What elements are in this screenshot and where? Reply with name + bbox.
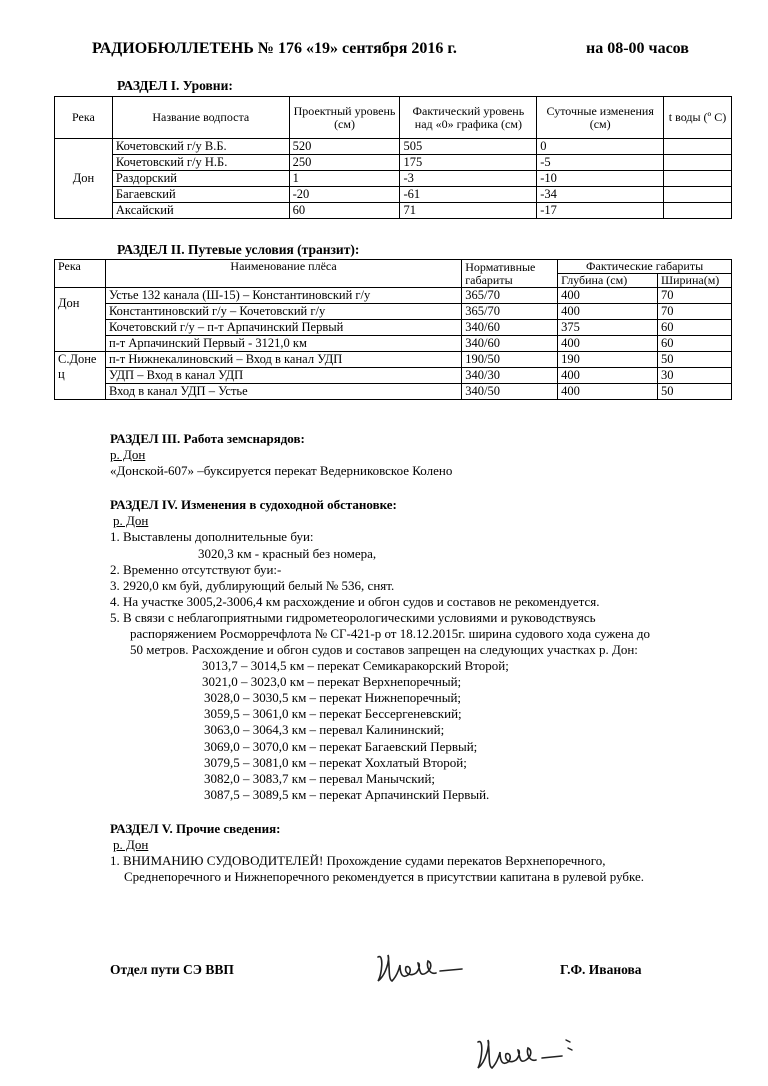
- norm-dims: 365/70: [462, 304, 558, 320]
- section5-item1-line1: 1. ВНИМАНИЮ СУДОВОДИТЕЛЕЙ! Прохождение судами перекатов Верхнепоречного,: [110, 853, 606, 868]
- list-item: 3069,0 – 3070,0 км – перекат Багаевский Первый;: [204, 739, 478, 754]
- actual-level: 71: [400, 203, 537, 219]
- project-level: 1: [289, 171, 400, 187]
- actual-width: 70: [658, 304, 732, 320]
- section3-dredger-line: «Донской-607» –буксируется перекат Ведерниковское Колено: [110, 463, 453, 478]
- bulletin-title: [92, 40, 689, 58]
- col-stretch: Наименование плёса: [105, 260, 461, 288]
- section4-item1-detail: 3020,3 км - красный без номера,: [198, 546, 377, 561]
- daily-change: -17: [537, 203, 664, 219]
- transit-table: [54, 259, 732, 400]
- section4-heading: РАЗДЕЛ IV. Изменения в судоходной обстановке:: [110, 497, 397, 512]
- list-item: 3059,5 – 3061,0 км – перекат Бессергеневский;: [204, 706, 462, 721]
- actual-level: 175: [400, 155, 537, 171]
- signature-image: [370, 945, 480, 995]
- col-norm-dims: Нормативные габариты: [462, 260, 558, 288]
- project-level: 60: [289, 203, 400, 219]
- list-item: 3082,0 – 3083,7 км – перевал Манычский;: [204, 771, 436, 786]
- norm-dims: 340/60: [462, 320, 558, 336]
- daily-change: -5: [537, 155, 664, 171]
- actual-depth: 400: [558, 288, 658, 304]
- title-time: на 08-00 часов: [586, 40, 689, 57]
- actual-depth: 400: [558, 368, 658, 384]
- list-item: 3013,7 – 3014,5 км – перекат Семикаракорский Второй;: [202, 658, 509, 673]
- actual-depth: 400: [558, 304, 658, 320]
- col-width: Ширина(м): [658, 274, 732, 288]
- table-row: [55, 320, 732, 336]
- norm-dims: 190/50: [462, 352, 558, 368]
- water-temp: [664, 203, 732, 219]
- water-temp: [664, 155, 732, 171]
- river-cell: Дон: [55, 288, 106, 352]
- actual-level: -61: [400, 187, 537, 203]
- section5-heading: РАЗДЕЛ V. Прочие сведения:: [110, 821, 281, 836]
- list-item: 3079,5 – 3081,0 км – перекат Хохлатый Второй;: [204, 755, 467, 770]
- table-row: [55, 171, 732, 187]
- section4-item2: 2. Временно отсутствуют буи:-: [110, 562, 282, 577]
- list-item: 3063,0 – 3064,3 км – перевал Калининский;: [204, 722, 445, 737]
- table-row: [55, 203, 732, 219]
- table-row: [55, 155, 732, 171]
- table-row: [55, 384, 732, 400]
- station-name: Багаевский: [112, 187, 289, 203]
- section2-heading: РАЗДЕЛ II. Путевые условия (транзит):: [117, 242, 360, 257]
- actual-depth: 190: [558, 352, 658, 368]
- col-actual-dims: Фактические габариты: [558, 260, 732, 274]
- actual-width: 50: [658, 384, 732, 400]
- table-row: [55, 187, 732, 203]
- table-row: [55, 368, 732, 384]
- stretch-name: Устье 132 канала (Ш-15) – Константиновский г/у: [105, 288, 461, 304]
- section3-river: р. Дон: [110, 447, 146, 462]
- actual-depth: 400: [558, 384, 658, 400]
- stretch-name: п-т Нижнекалиновский – Вход в канал УДП: [105, 352, 461, 368]
- section1-heading: РАЗДЕЛ I. Уровни:: [117, 78, 233, 93]
- list-item: 3021,0 – 3023,0 км – перекат Верхнепоречный;: [202, 674, 462, 689]
- actual-width: 60: [658, 336, 732, 352]
- actual-depth: 375: [558, 320, 658, 336]
- section4-item1: 1. Выставлены дополнительные буи:: [110, 529, 314, 544]
- section5-item1-line2: Среднепоречного и Нижнепоречного рекомендуется в присутствии капитана в рулевой рубке.: [124, 869, 645, 884]
- col-water-temp: t воды (º С): [664, 97, 732, 139]
- section4-item5-line1: 5. В связи с неблагоприятными гидрометеорологическими условиями и руководствуясь: [110, 610, 596, 625]
- daily-change: -10: [537, 171, 664, 187]
- section4-item4: 4. На участке 3005,2-3006,4 км расхождение и обгон судов и составов не рекомендуется.: [110, 594, 600, 609]
- section4-item5-line3: 50 метров. Расхождение и обгон судов и составов запрещен на следующих участках р. Дон:: [130, 642, 638, 657]
- river-cell: С.Донец: [55, 352, 106, 400]
- station-name: Аксайский: [112, 203, 289, 219]
- actual-width: 50: [658, 352, 732, 368]
- water-temp: [664, 139, 732, 155]
- norm-dims: 365/70: [462, 288, 558, 304]
- actual-width: 60: [658, 320, 732, 336]
- col-river: Река: [55, 260, 106, 288]
- table-row: [55, 352, 732, 368]
- title-text: РАДИОБЮЛЛЕТЕНЬ № 176 «19» сентября 2016 г.: [92, 40, 457, 57]
- norm-dims: 340/30: [462, 368, 558, 384]
- section3-heading: РАЗДЕЛ III. Работа земснарядов:: [110, 431, 305, 446]
- stretch-name: Вход в канал УДП – Устье: [105, 384, 461, 400]
- section4-item3: 3. 2920,0 км буй, дублирующий белый № 536, снят.: [110, 578, 395, 593]
- table-row: [55, 304, 732, 320]
- section5-river: р. Дон: [113, 837, 149, 852]
- stretch-name: Кочетовский г/у – п-т Арпачинский Первый: [105, 320, 461, 336]
- transit-header-row: [55, 260, 732, 274]
- levels-table: [54, 96, 732, 219]
- list-item: 3028,0 – 3030,5 км – перекат Нижнепоречный;: [204, 690, 462, 705]
- actual-level: -3: [400, 171, 537, 187]
- daily-change: 0: [537, 139, 664, 155]
- table-row: [55, 139, 732, 155]
- project-level: 250: [289, 155, 400, 171]
- stretch-name: Константиновский г/у – Кочетовский г/у: [105, 304, 461, 320]
- actual-width: 30: [658, 368, 732, 384]
- footer-department: Отдел пути СЭ ВВП: [110, 962, 234, 977]
- table-row: [55, 288, 732, 304]
- actual-level: 505: [400, 139, 537, 155]
- col-project-level: Проектный уровень (см): [289, 97, 400, 139]
- norm-dims: 340/50: [462, 384, 558, 400]
- norm-dims: 340/60: [462, 336, 558, 352]
- station-name: Кочетовский г/у Н.Б.: [112, 155, 289, 171]
- footer-name: Г.Ф. Иванова: [560, 962, 642, 977]
- stretch-name: УДП – Вход в канал УДП: [105, 368, 461, 384]
- actual-width: 70: [658, 288, 732, 304]
- water-temp: [664, 171, 732, 187]
- col-station: Название водпоста: [112, 97, 289, 139]
- signature-image: [470, 1030, 590, 1080]
- stretch-name: п-т Арпачинский Первый - 3121,0 км: [105, 336, 461, 352]
- list-item: 3087,5 – 3089,5 км – перекат Арпачинский Первый.: [204, 787, 490, 802]
- actual-depth: 400: [558, 336, 658, 352]
- river-cell: Дон: [55, 139, 113, 219]
- section4-river: р. Дон: [113, 513, 149, 528]
- water-temp: [664, 187, 732, 203]
- section4-item5-line2: распоряжением Росморречфлота № СГ-421-р от 18.12.2015г. ширина судового хода сужена до: [130, 626, 651, 641]
- table-row: [55, 336, 732, 352]
- col-depth: Глубина (см): [558, 274, 658, 288]
- daily-change: -34: [537, 187, 664, 203]
- project-level: -20: [289, 187, 400, 203]
- station-name: Раздорский: [112, 171, 289, 187]
- station-name: Кочетовский г/у В.Б.: [112, 139, 289, 155]
- levels-header-row: [55, 97, 732, 139]
- col-daily-change: Суточные изменения (см): [537, 97, 664, 139]
- col-river: Река: [55, 97, 113, 139]
- col-actual-level: Фактический уровень над «0» графика (см): [400, 97, 537, 139]
- project-level: 520: [289, 139, 400, 155]
